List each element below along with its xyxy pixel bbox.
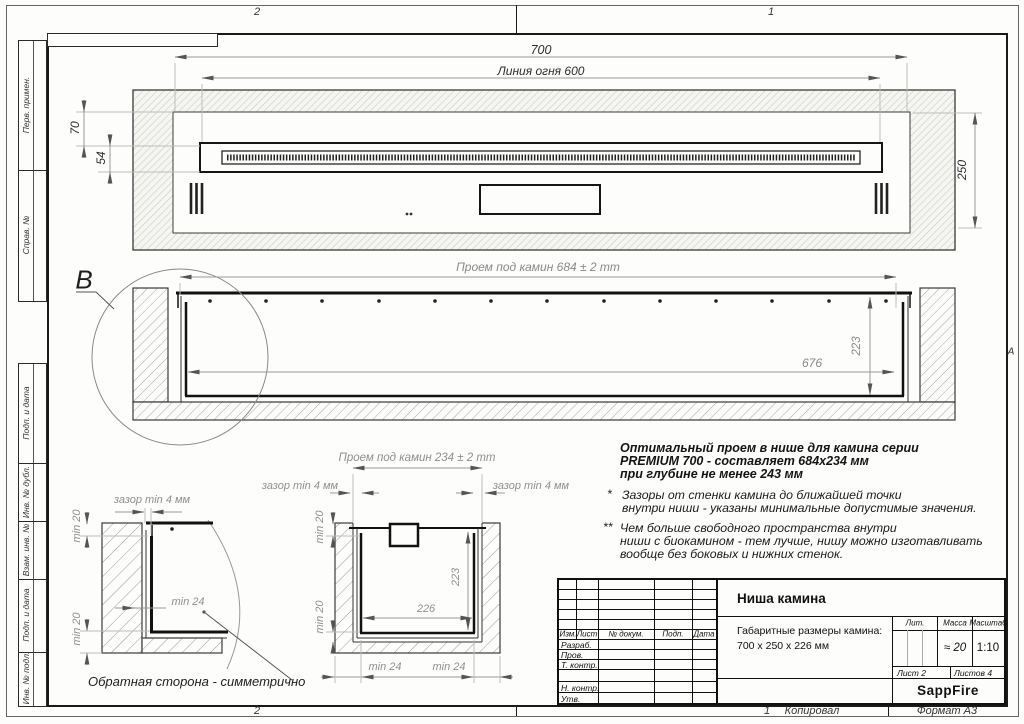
note1-line: внутри ниши - указаны минимальные допустимые значения.: [622, 501, 977, 515]
section-view-dimensions: [180, 277, 896, 395]
tb-row-razrab: Разраб.: [561, 640, 592, 650]
zone-label-top-2: 2: [253, 6, 261, 18]
dim-offset-70: 70: [68, 121, 82, 135]
note2-line: вообще без боковых и нижних стенок.: [620, 547, 844, 561]
note1-line: Зазоры от стенки камина до ближайшей точки: [622, 488, 902, 502]
stamp-label: Справ. №: [21, 215, 31, 255]
detail-b-caption: Обратная сторона - симметрично: [88, 674, 306, 689]
fastener-dots: [208, 299, 888, 303]
tb-lit-label: Лит.: [905, 618, 925, 628]
tb-col-data: Дата: [693, 629, 715, 639]
zone-label-bottom-2: 2: [253, 705, 261, 717]
dim-min20-bottom: min 20: [71, 612, 83, 646]
tb-mass-value: ≈ 20: [943, 642, 967, 654]
tb-scale-value: 1:10: [976, 642, 1000, 654]
burner-cross-section: [390, 524, 418, 546]
tb-sheets-total: Листов 4: [954, 668, 993, 678]
notes-heading-line: Оптимальный проем в нише для камина серии: [620, 441, 919, 455]
tb-scale-label: Масштаб: [969, 618, 1007, 628]
stamp-label: Взам. инв. №: [21, 523, 31, 577]
zone-label-top-1: 1: [767, 6, 775, 18]
dim-min20-cs-top: min 20: [314, 510, 326, 544]
dim-gap-left: зазор min 4 мм: [261, 480, 339, 492]
dim-section-bottom: 676: [801, 356, 823, 370]
stamp-label: Инв. № подл.: [21, 651, 31, 705]
title-block: [557, 578, 1006, 705]
dim-overall-width: 700: [530, 43, 552, 57]
note2-marker: **: [603, 520, 613, 534]
dim-gap-right: зазор min 4 мм: [492, 480, 570, 492]
zone-label-right-a: А: [1007, 346, 1015, 358]
dim-min24-right: min 24: [432, 661, 466, 673]
dim-min20-cs-bottom: min 20: [314, 600, 326, 634]
tb-row-prov: Пров.: [561, 650, 584, 660]
tb-col-izm: Изм.: [559, 629, 577, 639]
dim-min24-detail-b: min 24: [171, 596, 205, 608]
stamp-label: Перв. примен.: [21, 76, 31, 134]
cross-section-view: [335, 522, 500, 653]
copy-label: Копировал: [784, 705, 840, 717]
tb-mass-label: Масса: [943, 618, 967, 628]
drawing-title: Ниша камина: [737, 591, 826, 606]
dim-section-depth: 223: [851, 336, 863, 356]
section-view-liner: [176, 293, 912, 402]
dim-min24-left: min 24: [368, 661, 402, 673]
stamp-label: Подп. и дата: [21, 386, 31, 440]
notes-heading-line: при глубине не менее 243 мм: [620, 467, 804, 481]
stamp-label: Инв. № дубл.: [21, 465, 31, 519]
note1-marker: *: [607, 487, 612, 501]
tb-row-nkontr: Н. контр.: [561, 683, 600, 693]
dim-height-250: 250: [955, 159, 969, 181]
detail-b-letter: B: [75, 264, 93, 295]
brand-logo: SappFire: [917, 683, 979, 698]
dim-niche-opening: Проем под камин 684 ± 2 mm: [456, 260, 620, 274]
tb-desc-line2: 700 x 250 x 226 мм: [737, 640, 830, 652]
note2-line: ниши с биокамином - тем лучше, нишу можно изготавливать: [620, 534, 983, 548]
dim-offset-54: 54: [94, 151, 108, 165]
zone-label-bottom-1: 1: [763, 705, 771, 717]
tb-desc-line1: Габаритные размеры камина:: [737, 625, 883, 637]
dim-opening-234: Проем под камин 234 ± 2 mm: [338, 452, 496, 464]
tb-col-list: Лист: [576, 629, 598, 639]
note2-line: Чем больше свободного пространства внутри: [620, 521, 897, 535]
format-label: Формат А3: [916, 705, 978, 717]
dim-depth-223: 223: [450, 567, 462, 587]
tb-sheet-number: Лист 2: [897, 668, 926, 678]
dim-min20-top: min 20: [71, 509, 83, 543]
display-panel: [480, 185, 600, 214]
tb-row-utv: Утв.: [561, 694, 581, 704]
tb-col-podp: Подп.: [662, 629, 684, 639]
dim-inner-226: 226: [416, 603, 436, 615]
dim-gap-detail-b: зазор min 4 мм: [113, 494, 191, 506]
tb-col-docnum: № докум.: [608, 629, 644, 639]
tb-row-tkontr: Т. контр.: [561, 660, 598, 670]
stamp-label: Подп. и дата: [21, 588, 31, 642]
dim-fire-line: Линия огня 600: [497, 64, 585, 78]
notes-heading-line: PREMIUM 700 - составляет 684х234 мм: [620, 454, 869, 468]
